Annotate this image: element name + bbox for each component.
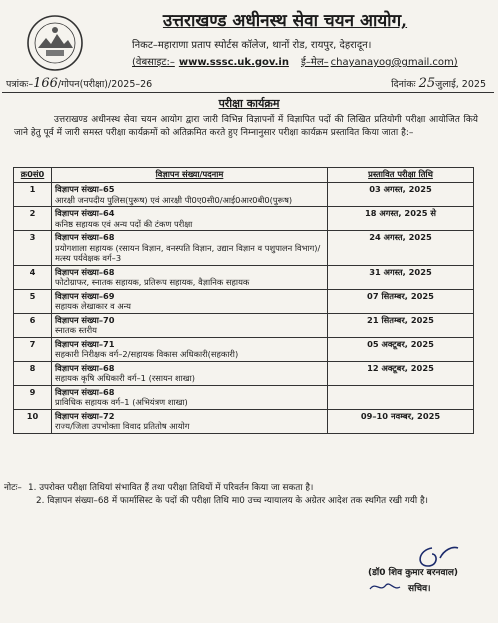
note-1 xyxy=(4,482,478,495)
post-name: राज्य/जिला उपभोक्ता विवाद प्रतितोष आयोग xyxy=(55,421,190,431)
exam-date-cell: 07 सितम्बर, 2025 xyxy=(328,289,474,313)
advertisement-cell xyxy=(52,265,328,289)
table-row xyxy=(14,231,474,266)
advertisement-cell xyxy=(52,385,328,409)
post-name: फोटोग्राफर, स्नातक सहायक, प्रतिरूप सहायक, वैज्ञानिक सहायक xyxy=(55,277,250,287)
note-1-text: 1. उपरोक्त परीक्षा तिथियां संभावित हैं तथा परीक्षा तिथियों में परिवर्तन किया जा सकता है। xyxy=(28,483,314,493)
table-row xyxy=(14,313,474,337)
letter-number xyxy=(6,76,152,91)
post-name: सहकारी निरीक्षक वर्ग–2/सहायक विकास अधिकारी(सहकारी) xyxy=(55,349,239,359)
post-name: आरक्षी जनपदीय पुलिस(पुरूष) एवं आरक्षी पी0ए0सी0/आई0आर0बी0(पुरूष) xyxy=(55,194,293,205)
advertisement-number: विज्ञापन संख्या–72 xyxy=(55,410,115,421)
exam-date-cell: 03 अगस्त, 2025 xyxy=(328,183,474,207)
serial-number-cell: 8 xyxy=(14,361,52,385)
table-row xyxy=(14,361,474,385)
column-header-serial: क्र0सं0 xyxy=(14,168,52,183)
email-address: chayanayog@gmail.com) xyxy=(330,57,458,68)
serial-number-cell: 2 xyxy=(14,207,52,231)
letter-number-prefix: पत्रांकः– xyxy=(6,79,34,90)
advertisement-number: विज्ञापन संख्या–64 xyxy=(55,208,115,218)
serial-number-cell: 1 xyxy=(14,183,52,207)
email-label: ई–मेल– xyxy=(300,57,329,68)
post-name: सहायक कृषि अधिकारी वर्ग–1 (रसायन शाखा) xyxy=(55,373,195,383)
letter-number-suffix: /गोपन(परीक्षा)/2025–26 xyxy=(57,79,153,90)
table-row xyxy=(14,289,474,313)
table-row xyxy=(14,207,474,231)
advertisement-number: विज्ञापन संख्या–70 xyxy=(55,314,115,325)
contact-line xyxy=(132,54,477,68)
advertisement-cell xyxy=(52,337,328,361)
exam-date-cell: 05 अक्टूबर, 2025 xyxy=(328,337,474,361)
date-label: दिनांकः xyxy=(391,79,416,90)
exam-date-cell: 21 सितम्बर, 2025 xyxy=(328,313,474,337)
letter-date xyxy=(391,76,486,91)
serial-number-cell: 9 xyxy=(14,385,52,409)
serial-number-cell: 4 xyxy=(14,265,52,289)
exam-date-cell: 09–10 नवम्बर, 2025 xyxy=(328,409,474,433)
organization-title: उत्तराखण्ड अधीनस्थ सेवा चयन आयोग, xyxy=(162,11,408,31)
exam-date-cell: 12 अक्टूबर, 2025 xyxy=(328,361,474,385)
advertisement-cell xyxy=(52,361,328,385)
serial-number-cell: 5 xyxy=(14,289,52,313)
exam-date-cell: 24 अगस्त, 2025 xyxy=(328,231,474,266)
exam-date-cell: 31 अगस्त, 2025 xyxy=(328,265,474,289)
table-row xyxy=(14,265,474,289)
serial-number-cell: 10 xyxy=(14,409,52,433)
advertisement-number: विज्ञापन संख्या–68 xyxy=(55,386,115,397)
exam-date-cell xyxy=(328,385,474,409)
website-label: (वेबसाइट:– xyxy=(132,57,175,68)
date-day: 25 xyxy=(418,76,436,91)
signatory-name: (डॉ0 शिव कुमार बरनवाल) xyxy=(368,568,459,578)
exam-date-cell: 18 अगस्त, 2025 से xyxy=(328,207,474,231)
post-name: स्नातक स्तरीय xyxy=(55,325,97,335)
advertisement-cell xyxy=(52,231,328,266)
organization-address: निकट–महाराणा प्रताप स्पोर्टस कॉलेज, थानों रोड, रायपुर, देहरादून। xyxy=(132,40,372,51)
table-header-row xyxy=(14,168,474,183)
column-header-exam-date: प्रस्तावित परीक्षा तिथि xyxy=(328,168,474,183)
advertisement-cell xyxy=(52,183,328,207)
exam-schedule-table xyxy=(13,167,474,434)
post-name: प्राविधिक सहायक वर्ग–1 (अभियंत्रण शाखा) xyxy=(55,397,188,407)
table-row xyxy=(14,183,474,207)
post-name: कनिष्ठ सहायक एवं अन्य पदों की टंकण परीक्षा xyxy=(55,218,193,229)
table-row xyxy=(14,385,474,409)
advertisement-cell xyxy=(52,409,328,433)
advertisement-number: विज्ञापन संख्या–68 xyxy=(55,232,115,242)
advertisement-number: विज्ञापन संख्या–69 xyxy=(55,290,115,301)
advertisement-number: विज्ञापन संख्या–71 xyxy=(55,338,115,349)
serial-number-cell: 7 xyxy=(14,337,52,361)
advertisement-cell xyxy=(52,313,328,337)
table-row xyxy=(14,409,474,433)
header-divider xyxy=(2,92,494,93)
letter-number-value: 166 xyxy=(33,76,58,91)
note-2-text: 2. विज्ञापन संख्या–68 में फार्मासिस्ट के पदों की परीक्षा तिथि मा0 उच्च न्यायालय के अग्रेतर आदेश तक स्थगित रखी गयी है। xyxy=(36,496,428,506)
date-month-year: जुलाई, 2025 xyxy=(435,79,486,90)
advertisement-number: विज्ञापन संख्या–68 xyxy=(55,362,115,373)
notes-section xyxy=(4,482,478,508)
table-row xyxy=(14,337,474,361)
signature-scribble xyxy=(368,579,408,595)
signatory-designation: सचिव। xyxy=(408,584,431,594)
advertisement-cell xyxy=(52,207,328,231)
column-header-advertisement: विज्ञापन संख्या/पदनाम xyxy=(52,168,328,183)
commission-emblem-logo xyxy=(26,14,84,72)
advertisement-number: विज्ञापन संख्या–65 xyxy=(55,184,115,194)
post-name: सहायक लेखाकार व अन्य xyxy=(55,301,131,311)
notes-label: नोटः– xyxy=(4,483,22,493)
reference-row xyxy=(6,76,486,90)
intro-paragraph: उत्तराखण्ड अधीनस्थ सेवा चयन आयोग द्वारा जारी विभिन्न विज्ञापनों में विज्ञापित पदों की लिखित प्रतियोगी परीक्षा आयोजित किये जाने हेतु पूर्व में जारी समस्त परीक्षा कार्यक्रमों को अतिक्रमित करते हुए निम्नानुसार परीक्षा कार्यक्रम प्रस्तावित किया जाता है:– xyxy=(14,115,478,138)
website-url: www.sssc.uk.gov.in xyxy=(178,57,289,68)
serial-number-cell: 3 xyxy=(14,231,52,266)
advertisement-cell xyxy=(52,289,328,313)
post-name: प्रयोगशाला सहायक (रसायन विज्ञान, वनस्पति विज्ञान, उद्यान विज्ञान व पशुपालन विभाग)/मत्स्य पर्यवेक्षक वर्ग–3 xyxy=(55,242,321,263)
advertisement-number: विज्ञापन संख्या–68 xyxy=(55,266,115,277)
document-title: परीक्षा कार्यक्रम xyxy=(218,97,280,110)
serial-number-cell: 6 xyxy=(14,313,52,337)
